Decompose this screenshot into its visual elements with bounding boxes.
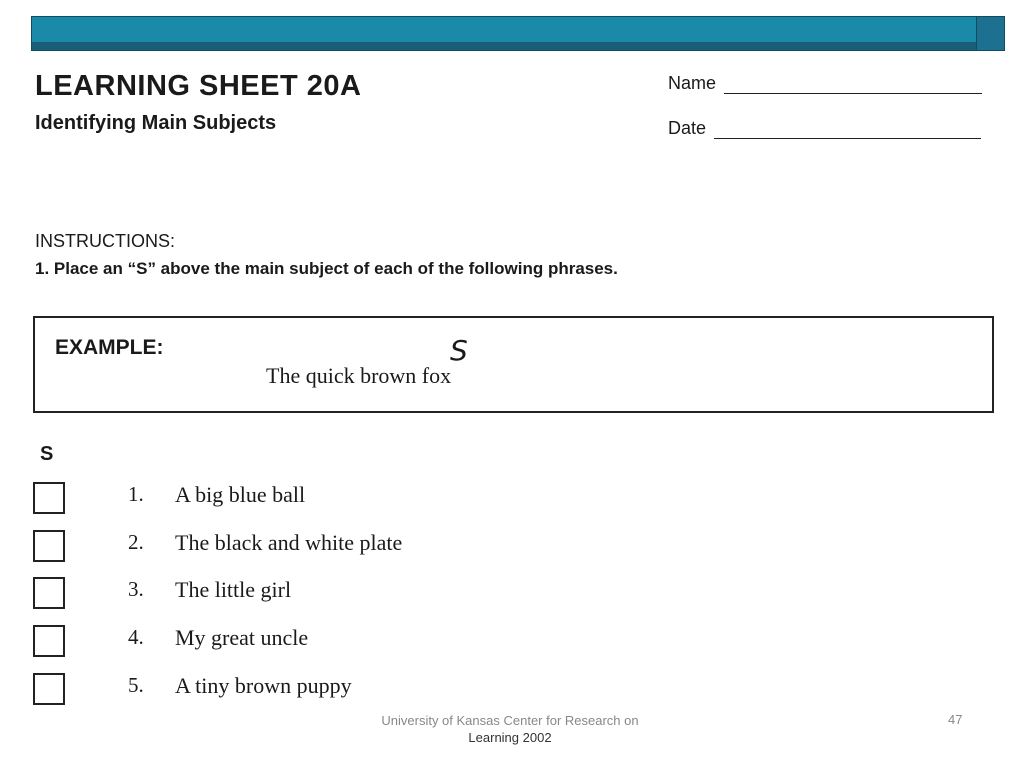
name-field — [668, 73, 982, 94]
answer-checkbox[interactable] — [33, 625, 65, 657]
sheet-title: LEARNING SHEET 20A — [35, 70, 362, 102]
instructions-step: 1. Place an “S” above the main subject of each of the following phrases. — [35, 259, 618, 278]
answer-checkbox[interactable] — [33, 482, 65, 514]
item-phrase: My great uncle — [175, 625, 309, 650]
example-box — [33, 316, 994, 413]
slide-number: 47 — [948, 712, 963, 727]
answer-checkbox[interactable] — [33, 530, 65, 562]
footer-line-1: University of Kansas Center for Research on — [381, 713, 639, 728]
sheet-subtitle: Identifying Main Subjects — [35, 112, 277, 134]
slide-footer — [340, 712, 680, 746]
answer-checkbox[interactable] — [33, 577, 65, 609]
header-stripe — [32, 42, 1004, 50]
instructions-heading: INSTRUCTIONS: — [35, 231, 176, 251]
item-number: 4. — [128, 625, 144, 649]
item-number: 5. — [128, 673, 144, 697]
example-phrase: The quick brown fox — [266, 363, 452, 388]
item-phrase: The little girl — [175, 577, 292, 602]
date-label: Date — [668, 118, 707, 138]
slide-header-bar — [31, 16, 1005, 51]
item-number: 3. — [128, 577, 144, 601]
item-phrase: The black and white plate — [175, 530, 403, 555]
date-blank-line — [714, 120, 981, 139]
item-number: 2. — [128, 530, 144, 554]
example-handwritten-mark: S — [450, 334, 468, 367]
item-number: 1. — [128, 482, 144, 506]
answer-checkbox[interactable] — [33, 673, 65, 705]
footer-line-2: Learning 2002 — [468, 730, 552, 745]
name-blank-line — [724, 75, 982, 94]
item-phrase: A tiny brown puppy — [175, 673, 352, 698]
item-phrase: A big blue ball — [175, 482, 306, 507]
date-field — [668, 118, 981, 139]
example-label: EXAMPLE: — [55, 336, 164, 359]
answer-column-header: S — [40, 443, 54, 465]
name-label: Name — [668, 73, 717, 93]
header-corner-block — [976, 17, 1004, 50]
